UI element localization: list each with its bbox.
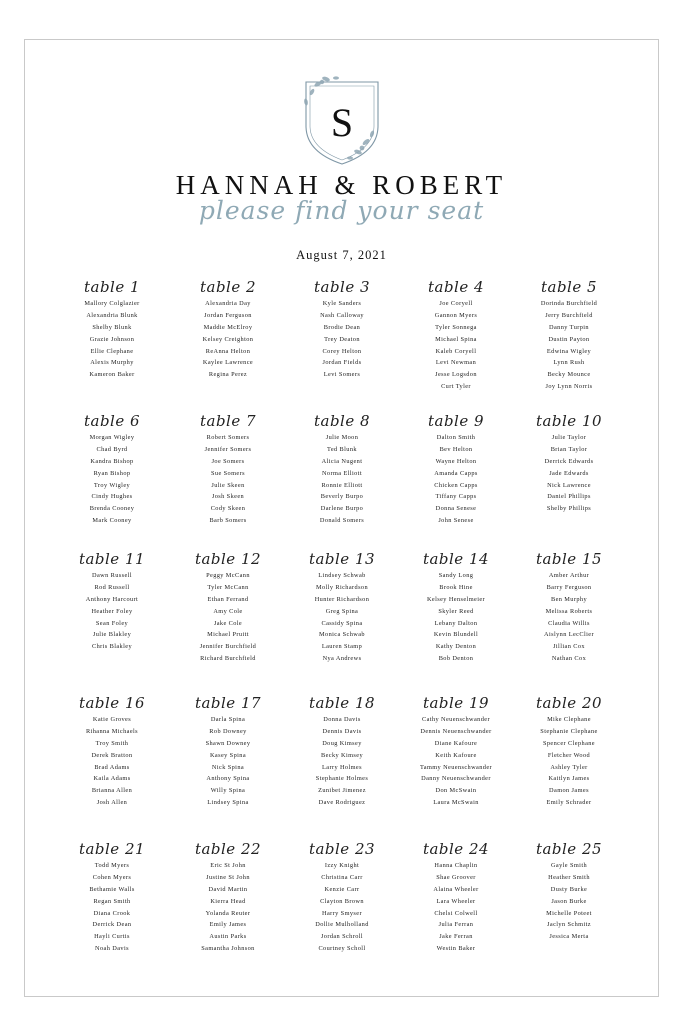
guest-name: Tammy Neuenschwander bbox=[419, 763, 493, 771]
guest-name: Derek Bratton bbox=[91, 751, 133, 759]
guest-name: Melissa Roberts bbox=[545, 607, 593, 615]
guest-name: Dennis Neuenschwander bbox=[420, 727, 492, 735]
guest-name: Jordan Schroll bbox=[320, 933, 364, 941]
guest-name: Lara Wheeler bbox=[436, 897, 476, 905]
couple-names: HANNAH & ROBERT bbox=[175, 170, 508, 200]
guest-name: Spencer Clephane bbox=[542, 739, 596, 747]
guest-name: ReAnna Helton bbox=[205, 347, 251, 355]
guest-name: Ronnie Elliott bbox=[321, 481, 363, 489]
guest-name: Bethamie Walls bbox=[89, 885, 135, 893]
guest-name: Tyler McCann bbox=[207, 583, 249, 591]
table-title: table 19 bbox=[422, 694, 490, 712]
table-5 bbox=[511, 276, 627, 393]
guest-name: Trey Deaton bbox=[324, 335, 360, 343]
guest-name: Joy Lynn Norris bbox=[545, 383, 593, 391]
guest-name: Dorinda Burchfield bbox=[540, 300, 598, 307]
guest-name: Jessica Merta bbox=[549, 933, 589, 941]
guest-name: Jaclyn Schmitz bbox=[547, 921, 591, 929]
guest-name: Samantha Johnson bbox=[201, 945, 255, 953]
guest-name: Curt Tyler bbox=[441, 383, 471, 391]
guest-name: Aislynn LecClier bbox=[544, 631, 594, 639]
table-title: table 22 bbox=[194, 840, 262, 858]
guest-name: Jerry Burchfield bbox=[545, 311, 593, 319]
guest-name: Justine St John bbox=[206, 873, 250, 881]
guest-name: Julie Skeen bbox=[211, 481, 245, 489]
table-title: table 25 bbox=[535, 840, 603, 858]
guest-name: Nya Andrews bbox=[322, 655, 362, 663]
guest-name: Sue Somers bbox=[211, 469, 245, 477]
guest-name: Jake Ferran bbox=[439, 933, 473, 941]
table-title: table 8 bbox=[313, 412, 371, 430]
table-title: table 17 bbox=[194, 694, 262, 712]
guest-name: Jordan Ferguson bbox=[204, 311, 252, 319]
guest-name: Julia Ferran bbox=[438, 921, 474, 929]
guest-name: Jason Burke bbox=[551, 897, 587, 905]
guest-name: Darlene Burpo bbox=[320, 505, 364, 513]
guest-name: Jordan Fields bbox=[322, 359, 362, 367]
guest-name: Michael Pruitt bbox=[207, 631, 249, 639]
guest-name: Claudia Willis bbox=[548, 619, 590, 627]
guest-name: Barry Ferguson bbox=[546, 583, 592, 591]
table-title: table 3 bbox=[313, 278, 371, 296]
guest-name: Julie Moon bbox=[325, 434, 359, 441]
guest-name: Levi Somers bbox=[323, 371, 361, 379]
table-22 bbox=[170, 838, 286, 955]
guest-name: Daniel Phillips bbox=[547, 493, 591, 501]
guest-name: Yolanda Reuter bbox=[205, 909, 251, 917]
guest-name: Peggy McCann bbox=[206, 572, 250, 579]
guest-name: Gayle Smith bbox=[550, 862, 588, 869]
guest-name: Amy Cole bbox=[213, 607, 243, 615]
table-title: table 7 bbox=[199, 412, 257, 430]
guest-name: Brodie Dean bbox=[323, 323, 361, 331]
guest-name: Jade Edwards bbox=[549, 469, 589, 477]
table-title: table 16 bbox=[78, 694, 146, 712]
guest-name: Sandy Long bbox=[438, 572, 474, 579]
guest-name: Norma Elliott bbox=[321, 469, 362, 477]
guest-name: Kaleb Coryell bbox=[435, 347, 477, 355]
table-23 bbox=[284, 838, 400, 955]
guest-name: Brian Taylor bbox=[550, 445, 588, 453]
guest-name: Lauren Stamp bbox=[321, 643, 363, 651]
guest-name: Stephanie Holmes bbox=[315, 775, 369, 783]
guest-name: Bev Helton bbox=[439, 445, 473, 453]
guest-name: Cindy Hughes bbox=[91, 493, 133, 501]
guest-name: Tyler Sonnega bbox=[435, 323, 477, 331]
guest-name: Shawn Downey bbox=[205, 739, 251, 747]
guest-name: Brook Hine bbox=[439, 583, 473, 591]
guest-name: Levi Newman bbox=[435, 359, 477, 367]
guest-name: Chad Byrd bbox=[96, 445, 128, 453]
guest-name: Derrick Edwards bbox=[544, 457, 594, 465]
guest-name: Nash Calloway bbox=[320, 311, 364, 319]
table-18 bbox=[284, 692, 400, 809]
table-12 bbox=[170, 548, 286, 665]
guest-name: Maddie McElroy bbox=[203, 323, 253, 331]
table-title: table 6 bbox=[83, 412, 141, 430]
table-10 bbox=[511, 410, 627, 515]
guest-name: Darla Spina bbox=[210, 716, 246, 723]
guest-name: Dennis Davis bbox=[322, 727, 362, 735]
table-3 bbox=[284, 276, 400, 381]
table-title: table 1 bbox=[83, 278, 141, 296]
guest-name: Hunter Richardson bbox=[314, 595, 370, 603]
guest-name: Edwina Wigley bbox=[546, 347, 592, 355]
guest-name: Ellie Clephane bbox=[90, 347, 134, 355]
guest-name: Chris Blakley bbox=[91, 643, 132, 651]
guest-name: Don McSwain bbox=[435, 787, 477, 795]
subtitle-script: please find your seat bbox=[198, 196, 485, 225]
table-title: table 14 bbox=[422, 550, 490, 568]
guest-name: Jesse Logsdon bbox=[435, 371, 477, 379]
guest-name: Cody Skeen bbox=[210, 505, 246, 513]
guest-name: Kasey Spina bbox=[209, 751, 247, 759]
guest-name: Donna Davis bbox=[323, 716, 361, 723]
guest-name: Westin Baker bbox=[436, 945, 476, 953]
table-9 bbox=[398, 410, 514, 527]
guest-name: Danny Neuenschwander bbox=[421, 775, 491, 783]
guest-name: Ryan Bishop bbox=[93, 469, 131, 477]
guest-name: Monica Schwab bbox=[319, 631, 365, 639]
guest-name: Dollie Mulholland bbox=[315, 921, 369, 929]
guest-name: Shelby Blunk bbox=[92, 323, 132, 331]
guest-name: Izzy Knight bbox=[324, 862, 360, 869]
guest-name: Fletcher Wood bbox=[547, 751, 591, 759]
guest-name: Joe Coryell bbox=[439, 300, 473, 307]
guest-name: Barb Somers bbox=[209, 517, 247, 525]
guest-name: Kyle Sanders bbox=[322, 300, 362, 307]
table-20 bbox=[511, 692, 627, 809]
guest-name: Robert Somers bbox=[206, 434, 250, 441]
table-19 bbox=[398, 692, 514, 809]
guest-name: Ben Murphy bbox=[550, 595, 587, 603]
table-13 bbox=[284, 548, 400, 665]
guest-name: Lindsey Schwab bbox=[318, 572, 366, 579]
guest-name: Katie Groves bbox=[92, 716, 132, 723]
guest-name: Kaila Adams bbox=[93, 775, 131, 783]
guest-name: Skyler Reed bbox=[438, 607, 474, 615]
guest-name: Ashley Tyler bbox=[550, 763, 588, 771]
guest-name: David Martin bbox=[208, 885, 248, 893]
table-17 bbox=[170, 692, 286, 809]
table-title: table 11 bbox=[78, 550, 146, 568]
guest-name: Jennifer Somers bbox=[204, 445, 252, 453]
table-4 bbox=[398, 276, 514, 393]
guest-name: Dave Rodriguez bbox=[318, 799, 366, 807]
guest-name: Alexandria Day bbox=[205, 300, 251, 307]
guest-name: Mallory Colglazier bbox=[84, 300, 140, 307]
guest-name: Gannon Myers bbox=[434, 311, 478, 319]
guest-name: Brianna Allen bbox=[91, 787, 133, 795]
event-date: August 7, 2021 bbox=[296, 248, 387, 262]
guest-name: Diana Crook bbox=[93, 909, 131, 917]
table-title: table 15 bbox=[535, 550, 603, 568]
guest-name: Molly Richardson bbox=[315, 583, 369, 591]
table-11 bbox=[54, 548, 170, 653]
guest-name: Shelby Phillips bbox=[546, 505, 592, 513]
guest-name: Troy Smith bbox=[95, 739, 129, 747]
guest-name: Brenda Cooney bbox=[89, 505, 135, 513]
guest-name: Amber Arthur bbox=[548, 572, 590, 579]
guest-name: Dawn Russell bbox=[92, 572, 132, 579]
guest-name: Keith Kafoure bbox=[435, 751, 477, 759]
guest-name: Kevin Blundell bbox=[433, 631, 479, 639]
guest-name: Becky Mounce bbox=[547, 371, 591, 379]
guest-name: Kaylee Lawrence bbox=[202, 359, 254, 367]
guest-name: Eric St John bbox=[210, 862, 246, 869]
guest-name: Kierra Head bbox=[210, 897, 246, 905]
guest-name: Chelsi Colwell bbox=[434, 909, 478, 917]
guest-name: Nathan Cox bbox=[551, 655, 587, 663]
guest-name: Alexis Murphy bbox=[90, 359, 134, 367]
guest-name: Courtney Scholl bbox=[318, 945, 366, 953]
table-1 bbox=[54, 276, 170, 381]
guest-name: Laura McSwain bbox=[433, 799, 479, 807]
table-title: table 13 bbox=[308, 550, 376, 568]
table-title: table 4 bbox=[427, 278, 485, 296]
guest-name: Kelsey Henselmeier bbox=[426, 595, 486, 603]
guest-name: Donald Somers bbox=[319, 517, 365, 525]
guest-name: Willy Spina bbox=[210, 787, 246, 795]
guest-name: Josh Allen bbox=[96, 799, 128, 807]
guest-name: Chicken Capps bbox=[434, 481, 478, 489]
guest-name: Lynn Rush bbox=[553, 359, 585, 367]
table-2 bbox=[170, 276, 286, 381]
table-title: table 9 bbox=[427, 412, 485, 430]
table-title: table 21 bbox=[78, 840, 146, 858]
guest-name: Zunibet Jimenez bbox=[318, 787, 366, 795]
guest-name: Jillian Cox bbox=[553, 643, 585, 651]
guest-name: Rihanna Michaels bbox=[85, 727, 139, 735]
guest-name: Kameron Baker bbox=[89, 371, 135, 379]
guest-name: Todd Myers bbox=[94, 862, 130, 869]
guest-name: Shae Groover bbox=[436, 873, 476, 881]
guest-name: Rob Downey bbox=[209, 727, 247, 735]
guest-name: Bob Denton bbox=[438, 655, 474, 663]
table-8 bbox=[284, 410, 400, 527]
guest-name: Dusty Burke bbox=[550, 885, 588, 893]
guest-name: Regina Perez bbox=[208, 371, 248, 379]
guest-name: Harry Smyser bbox=[322, 909, 362, 917]
guest-name: Wayne Helton bbox=[435, 457, 477, 465]
guest-name: Damon James bbox=[549, 787, 589, 795]
guest-name: Sean Foley bbox=[95, 619, 129, 627]
guest-name: Mike Clephane bbox=[547, 716, 591, 723]
table-21 bbox=[54, 838, 170, 955]
table-title: table 10 bbox=[535, 412, 603, 430]
guest-name: Anthony Spina bbox=[206, 775, 250, 783]
guest-name: Lindsey Spina bbox=[207, 799, 249, 807]
table-14 bbox=[398, 548, 514, 665]
guest-name: Hayli Curtis bbox=[94, 933, 130, 941]
table-15 bbox=[511, 548, 627, 665]
table-title: table 2 bbox=[199, 278, 257, 296]
guest-name: Nick Lawrence bbox=[547, 481, 591, 489]
guest-name: Jake Cole bbox=[213, 619, 243, 627]
guest-name: Anthony Harcourt bbox=[85, 595, 139, 603]
guest-name: Corey Helton bbox=[322, 347, 362, 355]
table-title: table 20 bbox=[535, 694, 603, 712]
guest-name: Kenzie Carr bbox=[324, 885, 360, 893]
guest-name: Alaina Wheeler bbox=[433, 885, 479, 893]
guest-name: Morgan Wigley bbox=[89, 434, 135, 441]
guest-name: Derrick Dean bbox=[92, 921, 132, 929]
guest-name: Cathy Neuenschwander bbox=[422, 716, 490, 723]
guest-name: Nick Spina bbox=[211, 763, 245, 771]
table-24 bbox=[398, 838, 514, 955]
guest-name: Tiffany Capps bbox=[435, 493, 477, 501]
guest-name: Lebany Dalton bbox=[434, 619, 478, 627]
guest-name: Christina Carr bbox=[321, 873, 363, 881]
guest-name: Larry Holmes bbox=[322, 763, 362, 771]
guest-name: Hanna Chaplin bbox=[434, 862, 478, 869]
guest-name: Heather Foley bbox=[91, 607, 133, 615]
guest-name: Jennifer Burchfield bbox=[199, 643, 257, 651]
guest-name: Greg Spina bbox=[325, 607, 359, 615]
guest-name: Clayton Brown bbox=[320, 897, 364, 905]
guest-name: Kandra Bishop bbox=[90, 457, 134, 465]
table-title: table 5 bbox=[540, 278, 598, 296]
guest-name: Dustin Payton bbox=[548, 335, 590, 343]
guest-name: Diane Kafoure bbox=[434, 739, 478, 747]
guest-name: Stephanie Clephane bbox=[540, 727, 598, 735]
guest-name: Mark Cooney bbox=[92, 517, 132, 525]
guest-name: Dalton Smith bbox=[436, 434, 476, 441]
guest-name: Emily James bbox=[209, 921, 247, 929]
guest-name: Josh Skeen bbox=[211, 493, 245, 501]
guest-name: Cassidy Spina bbox=[321, 619, 363, 627]
guest-name: Alicia Nugent bbox=[321, 457, 363, 465]
guest-name: Ethan Ferrand bbox=[207, 595, 249, 603]
guest-name: Emily Schrader bbox=[546, 799, 592, 807]
guest-name: Austin Parks bbox=[209, 933, 247, 941]
table-title: table 18 bbox=[308, 694, 376, 712]
table-16 bbox=[54, 692, 170, 809]
guest-name: Troy Wigley bbox=[93, 481, 131, 489]
guest-name: Alexandria Blunk bbox=[86, 311, 138, 319]
guest-name: Amanda Capps bbox=[434, 469, 478, 477]
guest-name: John Senese bbox=[438, 517, 474, 525]
guest-name: Grazie Johnson bbox=[89, 335, 135, 343]
guest-name: Rod Russell bbox=[94, 583, 130, 591]
guest-name: Joe Somers bbox=[211, 457, 245, 465]
guest-name: Regan Smith bbox=[93, 897, 131, 905]
guest-name: Becky Kimsey bbox=[320, 751, 364, 759]
guest-name: Michael Spina bbox=[435, 335, 477, 343]
guest-name: Ted Blunk bbox=[327, 445, 357, 453]
guest-name: Brad Adams bbox=[94, 763, 130, 771]
table-title: table 12 bbox=[194, 550, 262, 568]
guest-name: Cohen Myers bbox=[92, 873, 132, 881]
table-title: table 24 bbox=[422, 840, 490, 858]
table-7 bbox=[170, 410, 286, 527]
guest-name: Kathy Denton bbox=[435, 643, 477, 651]
table-6 bbox=[54, 410, 170, 527]
guest-name: Heather Smith bbox=[548, 873, 590, 881]
guest-name: Kaitlyn James bbox=[548, 775, 590, 783]
monogram-letter: S bbox=[330, 99, 354, 145]
guest-name: Julie Taylor bbox=[551, 434, 587, 441]
guest-name: Kelsey Creighton bbox=[202, 335, 254, 343]
guest-name: Doug Kimsey bbox=[322, 739, 362, 747]
guest-name: Julie Blakley bbox=[92, 631, 132, 639]
guest-name: Richard Burchfield bbox=[200, 655, 256, 663]
guest-name: Michelle Poteet bbox=[546, 909, 592, 917]
table-title: table 23 bbox=[308, 840, 376, 858]
guest-name: Beverly Burpo bbox=[320, 493, 364, 501]
guest-name: Donna Senese bbox=[435, 505, 477, 513]
guest-name: Danny Turpin bbox=[549, 323, 589, 331]
guest-name: Noah Davis bbox=[95, 945, 129, 953]
table-25 bbox=[511, 838, 627, 943]
